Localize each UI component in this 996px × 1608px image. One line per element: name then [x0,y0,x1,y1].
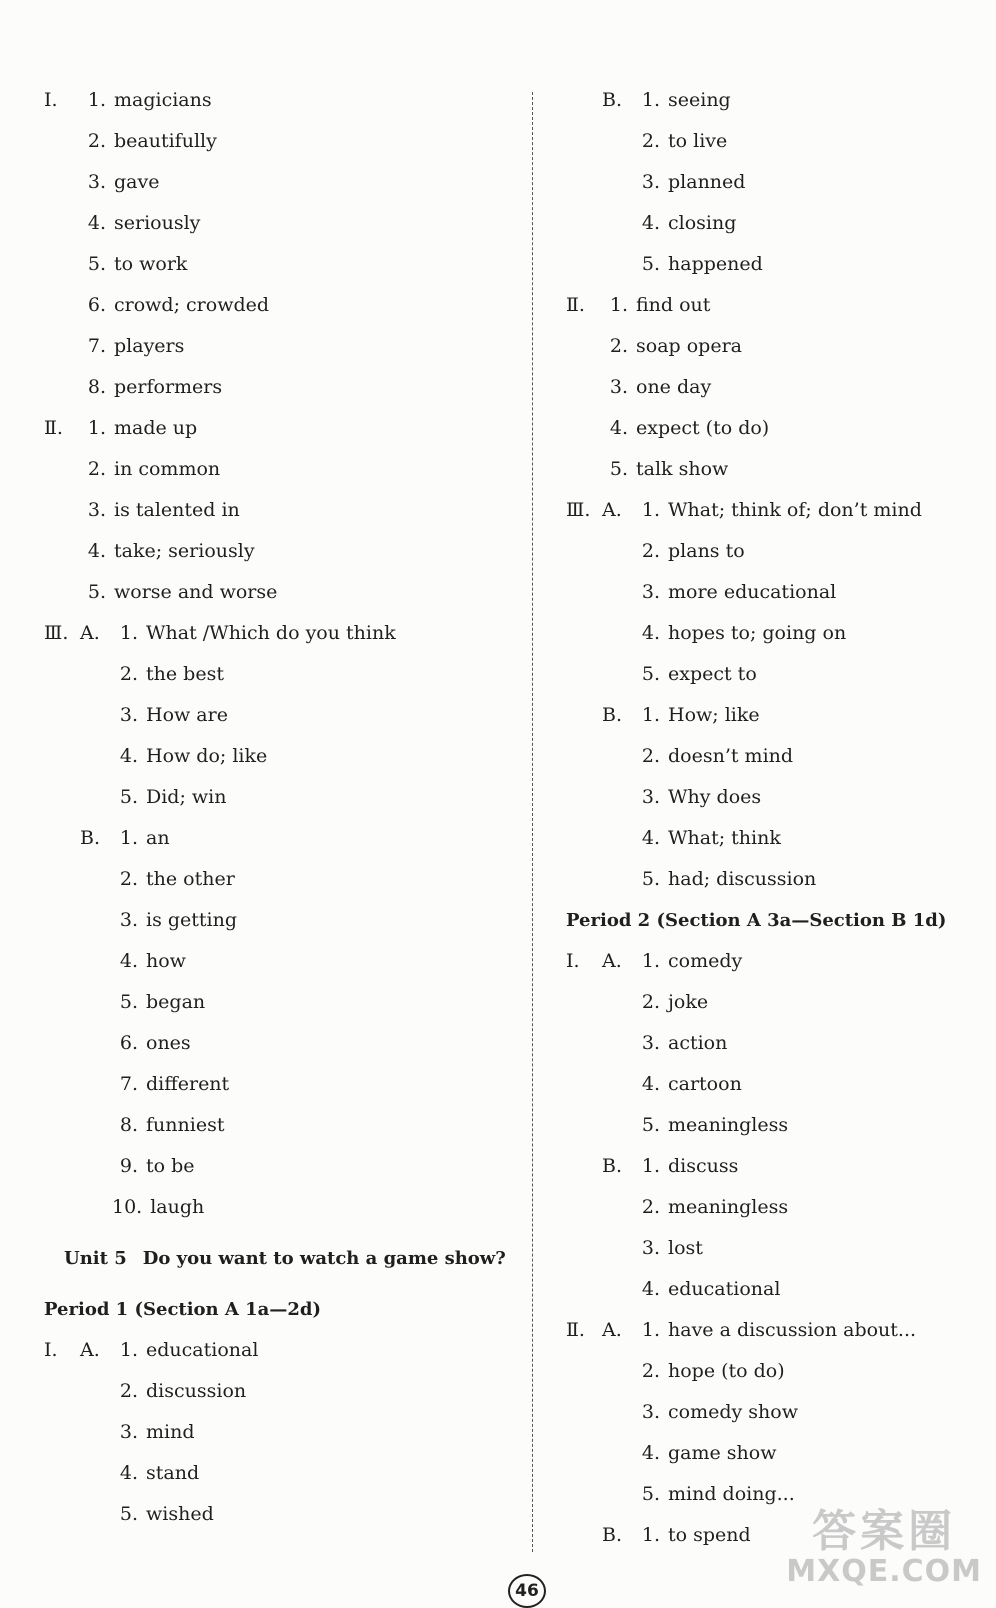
answer-text: different [146,1073,230,1095]
answer-line [566,1023,976,1064]
item-number: 3. [119,704,138,726]
item-number: 9. [119,1155,138,1177]
answer-text: expect to [668,663,757,685]
answer-line [566,490,976,531]
unit-heading [44,1228,514,1289]
answer-text: mind [146,1421,195,1443]
item-number: 5. [641,663,660,685]
answer-line [566,1146,976,1187]
answer-line [44,900,514,941]
answer-text: magicians [114,89,212,111]
answer-line [566,1187,976,1228]
answer-line [44,572,514,613]
item-number: 1. [119,827,138,849]
answer-text: crowd; crowded [114,294,270,316]
answer-text: the other [146,868,235,890]
answer-text: gave [114,171,160,193]
answer-line [566,531,976,572]
watermark-url: MXQE.COM [786,1554,982,1589]
answer-text: wished [146,1503,214,1525]
answer-line [566,777,976,818]
item-number: 2. [87,458,106,480]
item-number: 7. [119,1073,138,1095]
answer-text: plans to [668,540,745,562]
subsection-letter: B. [602,704,623,726]
subsection-letter: B. [602,1155,623,1177]
answer-line [44,244,514,285]
answer-line [566,1433,976,1474]
answer-line [44,367,514,408]
answer-line [44,449,514,490]
answer-text: seriously [114,212,201,234]
answer-text: discussion [146,1380,247,1402]
item-number: 4. [119,745,138,767]
subsection-letter: B. [80,827,101,849]
answer-line [566,1105,976,1146]
answer-line [566,695,976,736]
section-numeral: Ⅱ. [566,294,585,316]
item-number: 6. [87,294,106,316]
answer-line [566,613,976,654]
item-number: 1. [87,89,106,111]
item-number: 1. [641,704,660,726]
answer-line [44,162,514,203]
item-number: 4. [87,540,106,562]
item-number: 10. [112,1196,143,1218]
item-number: 1. [641,499,660,521]
answer-line [44,121,514,162]
item-number: 3. [87,499,106,521]
item-number: 1. [119,1339,138,1361]
answer-line [44,654,514,695]
answer-text: How are [146,704,228,726]
subsection-letter: A. [80,1339,100,1361]
answer-text: find out [636,294,711,316]
section-numeral: Ⅱ. [44,417,63,439]
item-number: 4. [119,1462,138,1484]
answer-line [566,285,976,326]
item-number: 4. [641,1073,660,1095]
answer-line [566,818,976,859]
answer-line [566,121,976,162]
answer-text: meaningless [668,1196,789,1218]
answer-text: to spend [668,1524,751,1546]
item-number: 1. [641,1319,660,1341]
answer-line [44,1494,514,1535]
answer-text: ones [146,1032,191,1054]
subsection-letter: A. [80,622,100,644]
column-divider [532,92,533,1552]
answer-text: funniest [146,1114,225,1136]
answer-line [44,777,514,818]
answer-text: What; think [668,827,781,849]
item-number: 3. [641,1401,660,1423]
answer-line [566,449,976,490]
answer-text: is getting [146,909,238,931]
answer-text: action [668,1032,728,1054]
answer-line [44,1023,514,1064]
answer-text: Did; win [146,786,227,808]
left-column [44,80,514,1535]
answer-text: How do; like [146,745,268,767]
answer-text: is talented in [114,499,240,521]
answer-text: cartoon [668,1073,742,1095]
section-numeral: Ⅲ. [566,499,591,521]
item-number: 1. [119,622,138,644]
answer-line [566,941,976,982]
answer-text: stand [146,1462,200,1484]
item-number: 3. [609,376,628,398]
answer-line [44,982,514,1023]
section-numeral: Ⅲ. [44,622,69,644]
answer-text: doesn’t mind [668,745,794,767]
answer-line [566,80,976,121]
answer-line [44,531,514,572]
item-number: 2. [119,868,138,890]
item-number: 3. [641,1032,660,1054]
answer-text: soap opera [636,335,742,357]
subsection-letter: B. [602,89,623,111]
item-number: 3. [641,171,660,193]
item-number: 5. [641,253,660,275]
answer-line [44,1330,514,1371]
item-number: 1. [641,950,660,972]
answer-line [44,326,514,367]
subsection-letter: B. [602,1524,623,1546]
item-number: 3. [641,581,660,603]
answer-text: more educational [668,581,837,603]
section-numeral: Ⅰ. [44,89,58,111]
answer-text: happened [668,253,763,275]
right-column [566,80,976,1556]
item-number: 4. [609,417,628,439]
answer-text: players [114,335,185,357]
answer-text: to work [114,253,188,275]
answer-text: had; discussion [668,868,817,890]
answer-text: What; think of; don’t mind [668,499,922,521]
answer-line [566,1064,976,1105]
answer-line [44,1105,514,1146]
answer-text: educational [146,1339,259,1361]
answer-line [566,1269,976,1310]
answer-line [566,654,976,695]
page-number: 46 [508,1574,546,1608]
item-number: 4. [641,212,660,234]
item-number: 2. [119,1380,138,1402]
subsection-letter: A. [602,950,622,972]
item-number: 2. [87,130,106,152]
item-number: 3. [119,909,138,931]
answer-text: seeing [668,89,731,111]
answer-text: beautifully [114,130,217,152]
answer-line [44,203,514,244]
answer-text: meaningless [668,1114,789,1136]
item-number: 5. [609,458,628,480]
answer-line [44,1064,514,1105]
answer-line [566,244,976,285]
answer-text: educational [668,1278,781,1300]
item-number: 3. [87,171,106,193]
item-number: 2. [641,1196,660,1218]
answer-text: worse and worse [114,581,278,603]
answer-line [44,1453,514,1494]
answer-line [44,613,514,654]
subsection-letter: A. [602,1319,622,1341]
right-answer-list [566,80,976,900]
item-number: 5. [119,786,138,808]
item-number: 8. [87,376,106,398]
answer-text: to live [668,130,728,152]
answer-line [44,695,514,736]
subsection-letter: A. [602,499,622,521]
answer-text: how [146,950,186,972]
answer-line [566,367,976,408]
item-number: 1. [641,1524,660,1546]
item-number: 2. [641,1360,660,1382]
answer-text: How; like [668,704,760,726]
period-1-answer-list [44,1330,514,1535]
answer-text: mind doing... [668,1483,795,1505]
period-2-answer-list [566,941,976,1556]
answer-line [566,162,976,203]
answer-line [44,1412,514,1453]
answer-text: to be [146,1155,195,1177]
item-number: 5. [641,868,660,890]
item-number: 8. [119,1114,138,1136]
answer-line [566,1392,976,1433]
unit-title: Do you want to watch a game show? [142,1248,506,1269]
answer-line [566,859,976,900]
answer-text: take; seriously [114,540,255,562]
answer-text: hope (to do) [668,1360,785,1382]
answer-text: expect (to do) [636,417,770,439]
answer-text: an [146,827,170,849]
answer-text: one day [636,376,712,398]
item-number: 4. [119,950,138,972]
item-number: 1. [87,417,106,439]
item-number: 1. [641,1155,660,1177]
answer-text: performers [114,376,223,398]
answer-line [566,326,976,367]
answer-text: began [146,991,206,1013]
answer-text: game show [668,1442,777,1464]
item-number: 2. [119,663,138,685]
answer-text: the best [146,663,224,685]
item-number: 7. [87,335,106,357]
answer-line [44,490,514,531]
answer-text: What /Which do you think [146,622,396,644]
answer-text: planned [668,171,746,193]
answer-line [566,1228,976,1269]
answer-line [44,1371,514,1412]
item-number: 4. [87,212,106,234]
answer-line [44,285,514,326]
item-number: 5. [641,1114,660,1136]
section-numeral: Ⅰ. [44,1339,58,1361]
item-number: 2. [641,991,660,1013]
answer-text: talk show [636,458,729,480]
answer-text: hopes to; going on [668,622,847,644]
item-number: 2. [641,745,660,767]
item-number: 5. [641,1483,660,1505]
answer-line [566,572,976,613]
answer-line [44,1146,514,1187]
answer-text: laugh [150,1196,205,1218]
answer-line [566,1351,976,1392]
unit-label: Unit 5 [64,1248,127,1269]
item-number: 1. [641,89,660,111]
answer-line [44,859,514,900]
answer-text: Why does [668,786,762,808]
section-numeral: Ⅱ. [566,1319,585,1341]
left-answer-list [44,80,514,1228]
item-number: 5. [119,1503,138,1525]
item-number: 4. [641,1442,660,1464]
answer-line [566,408,976,449]
item-number: 5. [87,581,106,603]
item-number: 3. [119,1421,138,1443]
answer-text: have a discussion about... [668,1319,917,1341]
answer-line [44,408,514,449]
item-number: 3. [641,1237,660,1259]
answer-line [566,1310,976,1351]
item-number: 4. [641,622,660,644]
item-number: 4. [641,1278,660,1300]
period-2-heading: Period 2 (Section A 3a—Section B 1d) [566,910,947,931]
answer-line [566,982,976,1023]
item-number: 2. [609,335,628,357]
answer-line [44,941,514,982]
watermark [786,1508,982,1588]
watermark-logo: 答案圈 [812,1506,957,1557]
answer-text: made up [114,417,198,439]
item-number: 2. [641,540,660,562]
answer-line [566,736,976,777]
period-1-heading: Period 1 (Section A 1a—2d) [44,1299,321,1320]
section-numeral: Ⅰ. [566,950,580,972]
answer-text: lost [668,1237,703,1259]
item-number: 5. [119,991,138,1013]
answer-line [566,203,976,244]
item-number: 3. [641,786,660,808]
answer-text: comedy [668,950,743,972]
answer-text: discuss [668,1155,739,1177]
answer-line [44,818,514,859]
answer-line [44,80,514,121]
answer-text: closing [668,212,737,234]
item-number: 6. [119,1032,138,1054]
answer-text: joke [668,991,709,1013]
item-number: 1. [609,294,628,316]
answer-line [44,736,514,777]
item-number: 4. [641,827,660,849]
item-number: 2. [641,130,660,152]
answer-line [44,1187,514,1228]
item-number: 5. [87,253,106,275]
answer-text: in common [114,458,221,480]
answer-text: comedy show [668,1401,798,1423]
